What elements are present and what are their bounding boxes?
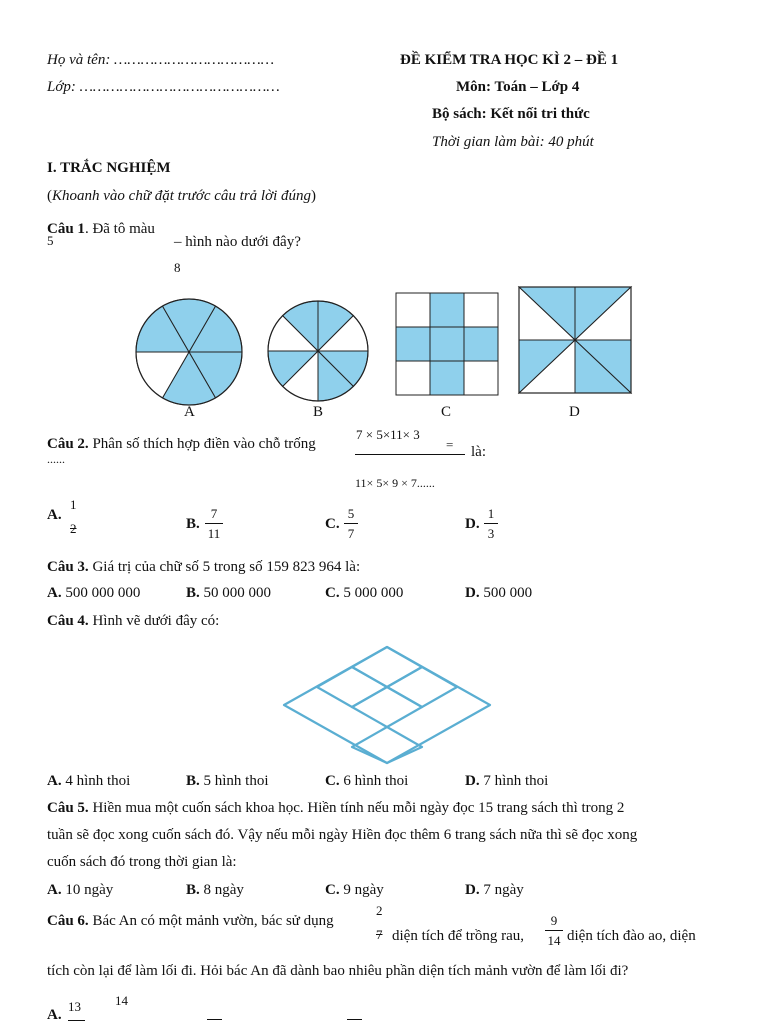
q2-answer-d-letter[interactable]: D. <box>465 516 480 532</box>
q2-answer-a-letter[interactable]: A. <box>47 507 62 523</box>
q1-figure-c <box>396 293 498 395</box>
exam-duration: Thời gian làm bài: 40 phút <box>432 134 594 150</box>
q2-stem: Câu 2. Phân số thích hợp điền vào chỗ trống <box>47 436 316 452</box>
q4-answer-d[interactable]: D. 7 hình thoi <box>465 773 549 789</box>
rhombus-line <box>387 667 457 707</box>
q6-answer-a-bar <box>68 1020 85 1021</box>
figure-c-cell <box>464 361 498 395</box>
figure-c-cell <box>396 361 430 395</box>
q4-answer-a[interactable]: A. 4 hình thoi <box>47 773 131 789</box>
rhombus-line <box>352 687 422 727</box>
q4-answer-b[interactable]: B. 5 hình thoi <box>186 773 269 789</box>
q2-answer-b-letter[interactable]: B. <box>186 516 200 532</box>
q5-stem-line-3: cuốn sách đó trong thời gian là: <box>47 854 237 870</box>
q3-answer-a[interactable]: A. 500 000 000 <box>47 585 141 601</box>
rhombus-line <box>352 727 422 763</box>
q3-answer-d[interactable]: D. 500 000 <box>465 585 533 601</box>
q2-answer-d-fraction: 1 3 <box>484 507 498 540</box>
q4-stem: Câu 4. Hình vẽ dưới đây có: <box>47 613 220 629</box>
q1-option-c[interactable]: C <box>441 404 452 420</box>
figure-c-cell <box>396 293 430 327</box>
q1-fraction-numerator: 5 <box>47 233 54 248</box>
q6-answer-a-num: 13 <box>68 999 81 1014</box>
q6-answer-c-bar <box>347 1019 362 1020</box>
q6-answer-b-bar <box>207 1019 222 1020</box>
q2-denominator-expression: 11× 5× 9 × 7...... <box>355 476 435 490</box>
q6-fraction-1-den: 7 <box>376 927 383 942</box>
q6-answer-a-letter[interactable]: A. <box>47 1007 62 1023</box>
figure-c-cell <box>464 293 498 327</box>
q2-answer-c-letter[interactable]: C. <box>325 516 340 532</box>
q1-figure-b <box>266 299 370 403</box>
exam-book: Bộ sách: Kết nối tri thức <box>432 106 590 122</box>
figure-c-cell <box>430 327 464 361</box>
section-title: I. TRẮC NGHIỆM <box>47 160 171 176</box>
q3-answer-b[interactable]: B. 50 000 000 <box>186 585 272 601</box>
q5-answer-b[interactable]: B. 8 ngày <box>186 882 244 898</box>
q1-option-b[interactable]: B <box>313 404 324 420</box>
q4-answer-c[interactable]: C. 6 hình thoi <box>325 773 409 789</box>
rhombus-line <box>317 667 387 707</box>
q3-answer-c[interactable]: C. 5 000 000 <box>325 585 404 601</box>
q2-suffix: là: <box>471 444 486 460</box>
figure-c-cell <box>430 361 464 395</box>
q2-answer-a-num: 1 <box>70 497 77 512</box>
q3-stem: Câu 3. Giá trị của chữ số 5 trong số 159 823 964 là: <box>47 559 361 575</box>
q2-answer-a-den: 2 <box>70 521 77 536</box>
q6-fraction-1-num: 2 <box>376 903 383 918</box>
q5-answer-a[interactable]: A. 10 ngày <box>47 882 114 898</box>
rhombus-line <box>284 647 490 763</box>
figure-c-cell <box>464 327 498 361</box>
rhombus-line <box>352 647 422 687</box>
q5-stem-line-1: Câu 5. Hiền mua một cuốn sách khoa học. Hiền tính nếu mỗi ngày đọc 15 trang sách thì trong 2 <box>47 800 625 816</box>
figure-c-cell <box>396 327 430 361</box>
q1-fraction-denominator: 8 <box>174 260 181 275</box>
q6-stem-line-2: tích còn lại để làm lối đi. Hỏi bác An đã dành bao nhiêu phần diện tích mảnh vườn để làm lối đi? <box>47 963 629 979</box>
name-field-label: Họ và tên: ……………………………… <box>47 52 275 68</box>
q2-answer-c-fraction: 5 7 <box>344 507 358 540</box>
q2-dots-left: ...... <box>47 452 65 466</box>
q6-stem-part-1: Câu 6. Bác An có một mảnh vườn, bác sử dụng <box>47 913 334 929</box>
q1-figure-a <box>134 297 244 407</box>
q6-stem-part-3: diện tích đào ao, diện <box>567 928 696 944</box>
exam-title: ĐỀ KIỂM TRA HỌC KÌ 2 – ĐỀ 1 <box>400 52 619 68</box>
q5-answer-d[interactable]: D. 7 ngày <box>465 882 524 898</box>
q2-numerator-expression: 7 × 5×11× 3 <box>356 427 420 442</box>
q2-fraction-bar <box>355 454 441 455</box>
class-field-label: Lớp: ……………………………………… <box>47 79 280 95</box>
q4-rhombus-figure <box>282 645 492 765</box>
q5-answer-c[interactable]: C. 9 ngày <box>325 882 384 898</box>
q5-stem-line-2: tuần sẽ đọc xong cuốn sách đó. Vậy nếu mỗi ngày Hiền đọc thêm 6 trang sách nữa thì sẽ đọc xong <box>47 827 638 843</box>
q1-stem: Câu 1. Đã tô màu <box>47 221 155 237</box>
q1-option-a[interactable]: A <box>184 404 195 420</box>
q6-stem-part-2: diện tích để trồng rau, <box>392 928 525 944</box>
q6-answer-a-den: 14 <box>115 993 128 1008</box>
q1-option-d[interactable]: D <box>569 404 580 420</box>
q1-stem-continued: – hình nào dưới đây? <box>174 234 301 250</box>
q2-answer-b-fraction: 7 11 <box>205 507 223 540</box>
q2-answer-blank <box>441 454 465 455</box>
figure-c-cell <box>430 293 464 327</box>
q6-fraction-2: 9 14 <box>545 914 563 947</box>
q2-equals: = <box>446 437 454 452</box>
q1-figure-d <box>519 287 631 393</box>
exam-subject: Môn: Toán – Lớp 4 <box>456 79 580 95</box>
section-instruction: (Khoanh vào chữ đặt trước câu trả lời đúng) <box>47 188 317 204</box>
